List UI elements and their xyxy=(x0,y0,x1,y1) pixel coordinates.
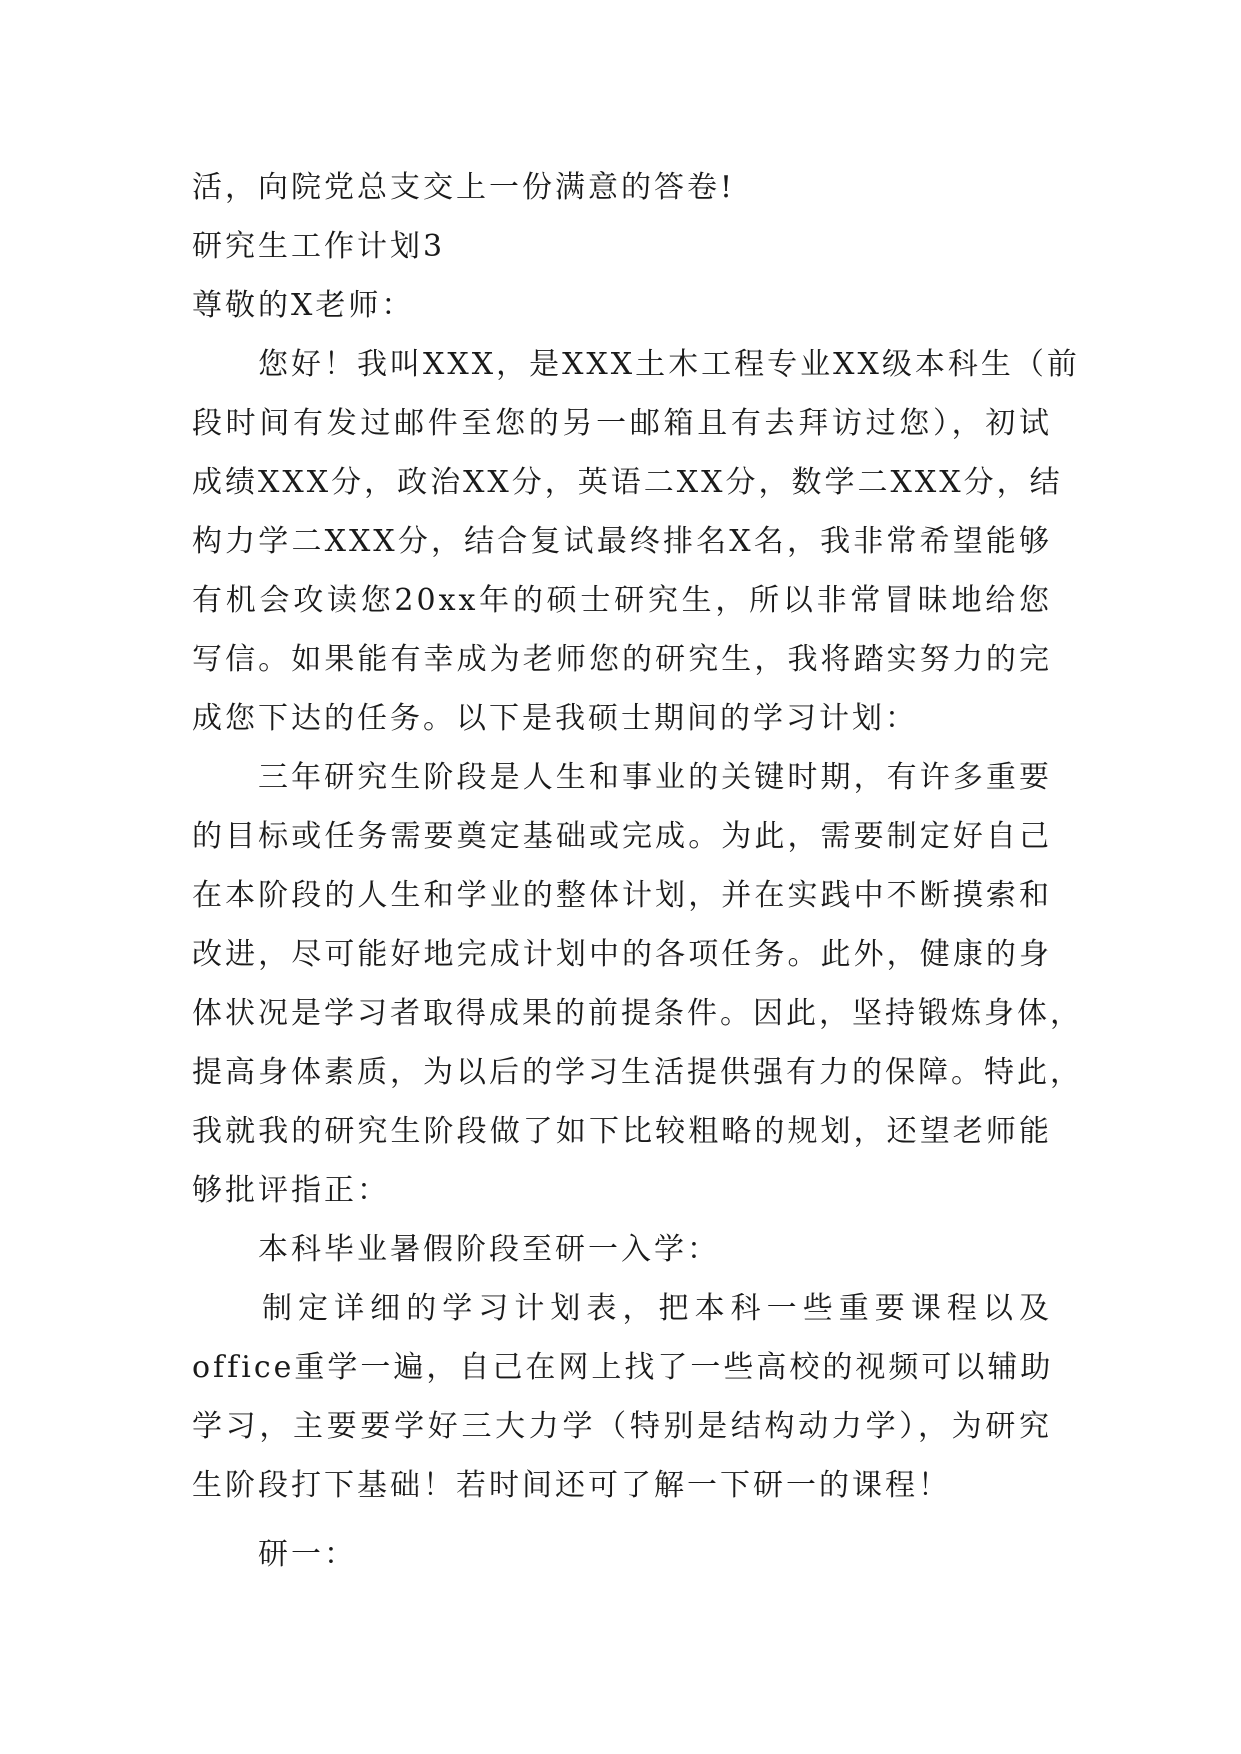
text-line: 够批评指正： xyxy=(192,1173,390,1208)
text-line: 在本阶段的人生和学业的整体计划，并在实践中不断摸索和 xyxy=(192,878,1052,913)
text-line: 学习，主要要学好三大力学（特别是结构动力学），为研究 xyxy=(192,1409,1052,1444)
document-body xyxy=(192,158,1083,1584)
text-line: 制定详细的学习计划表，把本科一些重要课程以及 xyxy=(262,1291,1052,1326)
text-line: 有机会攻读您20xx年的硕士研究生，所以非常冒昧地给您 xyxy=(192,583,1052,618)
text-line: 体状况是学习者取得成果的前提条件。因此，坚持锻炼身体， xyxy=(192,996,1083,1031)
text-line: 段时间有发过邮件至您的另一邮箱且有去拜访过您），初试 xyxy=(192,406,1052,441)
text-line: 活，向院党总支交上一份满意的答卷! xyxy=(192,170,736,205)
subsection-heading: 研一： xyxy=(258,1537,357,1572)
text-line: 您好！我叫XXX，是XXX土木工程专业XX级本科生（前 xyxy=(258,347,1080,382)
text-line: office重学一遍，自己在网上找了一些高校的视频可以辅助 xyxy=(192,1350,1054,1385)
section-heading: 研究生工作计划3 xyxy=(192,229,446,264)
text-line: 写信。如果能有幸成为老师您的研究生，我将踏实努力的完 xyxy=(192,642,1052,677)
text-line: 提高身体素质，为以后的学习生活提供强有力的保障。特此， xyxy=(192,1055,1083,1090)
text-line: 成您下达的任务。以下是我硕士期间的学习计划： xyxy=(192,701,918,736)
text-line: 的目标或任务需要奠定基础或完成。为此，需要制定好自己 xyxy=(192,819,1052,854)
text-line: 成绩XXX分，政治XX分，英语二XX分，数学二XXX分，结 xyxy=(192,465,1063,500)
salutation: 尊敬的X老师： xyxy=(192,288,415,323)
text-line: 生阶段打下基础！若时间还可了解一下研一的课程！ xyxy=(192,1468,951,1503)
text-line: 改进，尽可能好地完成计划中的各项任务。此外，健康的身 xyxy=(192,937,1052,972)
subsection-heading: 本科毕业暑假阶段至研一入学： xyxy=(258,1232,720,1267)
text-line: 我就我的研究生阶段做了如下比较粗略的规划，还望老师能 xyxy=(192,1114,1052,1149)
text-line: 构力学二XXX分，结合复试最终排名X名，我非常希望能够 xyxy=(192,524,1052,559)
text-line: 三年研究生阶段是人生和事业的关键时期，有许多重要 xyxy=(258,760,1052,795)
